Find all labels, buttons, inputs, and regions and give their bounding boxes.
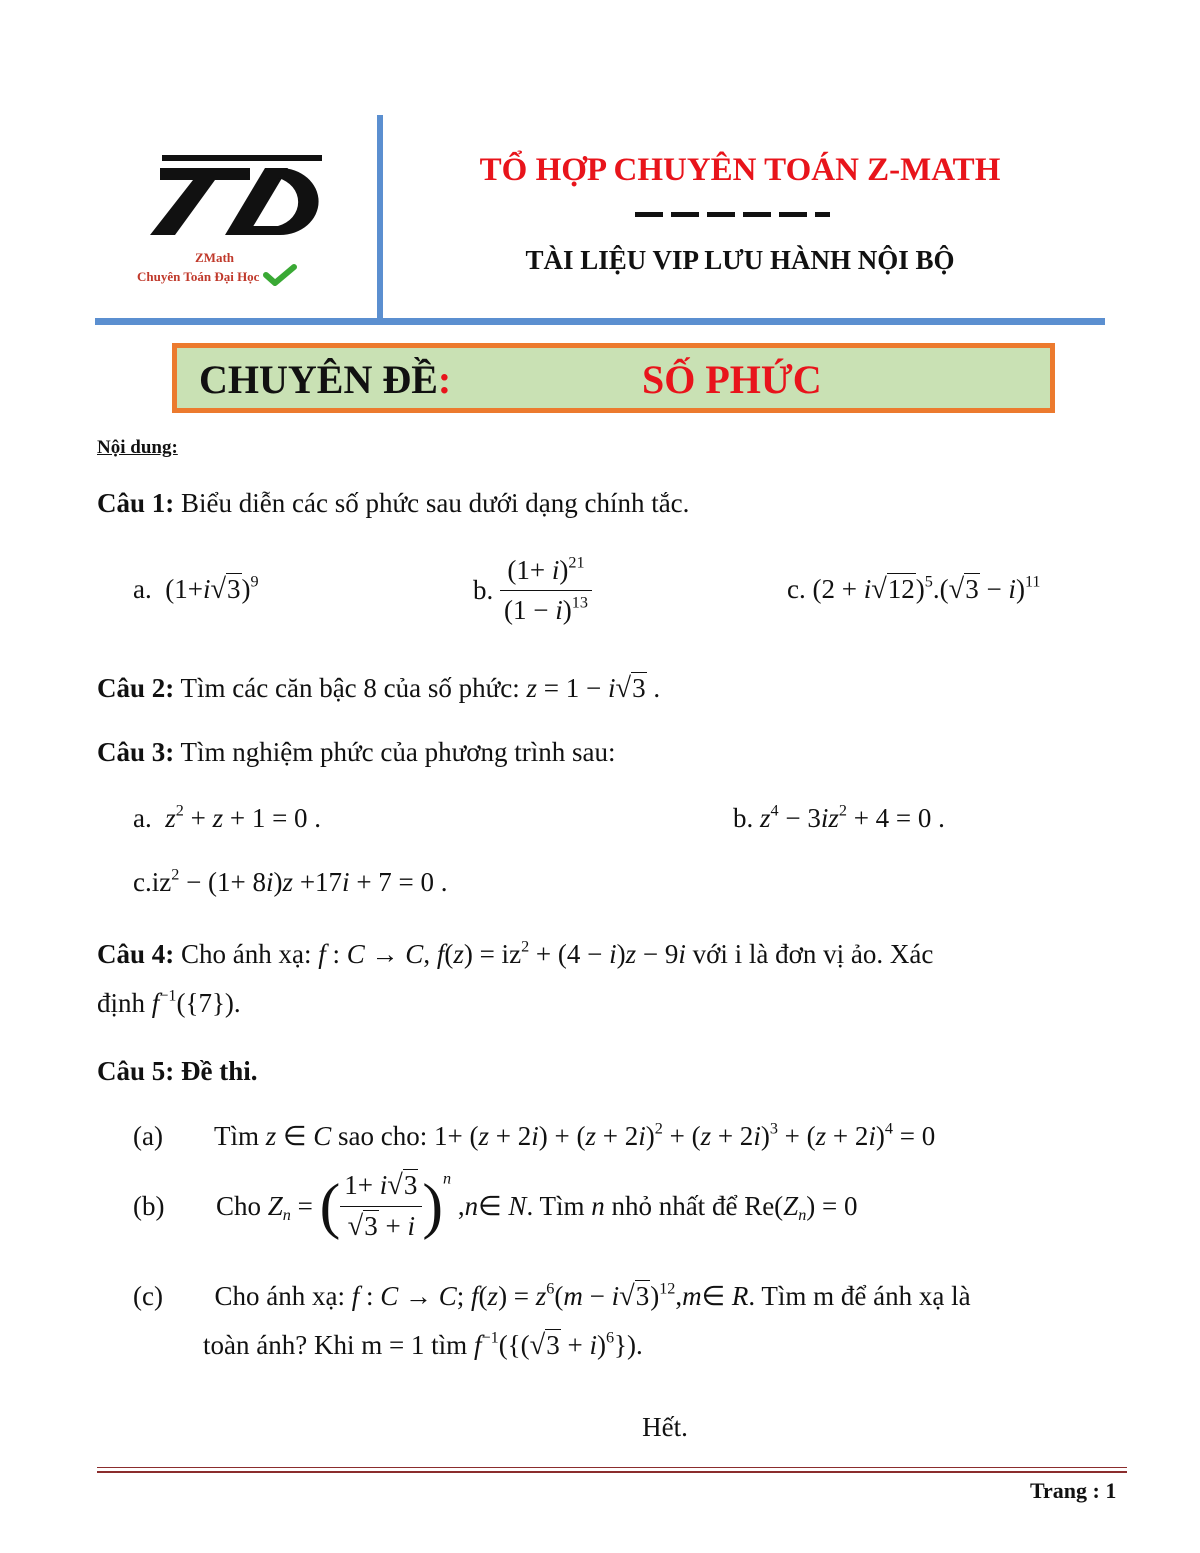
math-expression: $Z_n$ = xyxy=(267,1191,320,1224)
document-subtitle: TÀI LIỆU VIP LƯU HÀNH NỘI BỘ xyxy=(525,245,955,275)
question-3a: a. $z^2 + z + 1 = 0$ . xyxy=(133,801,322,833)
topic-label: CHUYÊN ĐỀ: xyxy=(199,357,452,402)
title-dash-divider xyxy=(635,212,830,217)
question-1: Câu 1: Biểu diễn các số phức sau dưới dạng chính tắc. xyxy=(97,488,690,518)
question-5a: (a) Tìm z ∈ C sao cho: $1+ (z + 2i) + (z + 2i)^2 + (z + 2i)^3 + (z + 2i)^4 = 0$ xyxy=(133,1119,936,1151)
question-3c: $c.iz^2 - (1+ 8i)z +17i + 7 = 0$ . xyxy=(133,865,448,897)
org-title: TỔ HỢP CHUYÊN TOÁN Z-MATH xyxy=(479,152,1001,188)
question-5c: (c) Cho ánh xạ: f : C → C; $f(z) = z^6(m$ − $i√3)^{12},m\in$ R. Tìm m để ánh xạ là xyxy=(133,1279,971,1312)
question-5c-line2: toàn ánh? Khi m = 1 tìm $f^{-1}(\{(√3 + i)^6\})$. xyxy=(203,1328,643,1361)
footer-rule-thick xyxy=(97,1471,1127,1473)
ending-text: Hết. xyxy=(642,1412,688,1442)
math-expression: $Re(Z_n) = 0$ xyxy=(744,1191,858,1224)
math-variable: n xyxy=(591,1191,605,1221)
math-expression: $z^2 + z + 1 = 0$ . xyxy=(165,801,322,833)
math-expression: f : C → C; $f(z) = z^6(m$ − $i√3)^{12},m\in$ R xyxy=(351,1279,749,1312)
footer-rule xyxy=(97,1467,1127,1468)
header-vertical-rule xyxy=(377,115,383,320)
question-3: Câu 3: Tìm nghiệm phức của phương trình sau: xyxy=(97,737,616,767)
zd-logo-mark xyxy=(130,140,330,245)
math-fraction: $\frac{(1+ i)^{21}}{(1 - i)^{13}}$ xyxy=(500,555,592,626)
header-horizontal-rule xyxy=(95,318,1105,325)
math-expression: z = 1 − i√3 . xyxy=(526,673,661,704)
math-expression: $1+ (z + 2i) + (z + 2i)^2 + (z + 2i)^3 + (z + 2i)^4 = 0$ xyxy=(434,1119,936,1151)
checkmark-icon xyxy=(263,264,297,286)
math-expression: ,n∈ N xyxy=(457,1191,527,1221)
question-5b: (b) Cho $Z_n$ = ( $\frac{1+ i√3}{√3 + i}$ )$^n$ ,n∈ N. Tìm n nhỏ nhất để $Re(Z_n) = 0$ xyxy=(133,1169,858,1242)
question-1b: b. $\frac{(1+ i)^{21}}{(1 - i)^{13}}$ xyxy=(473,555,592,626)
question-1c: c. $(2 + i√12)^5.(√3 - i)^{11}$ xyxy=(787,572,1041,605)
question-4-line2: định $f^{-1}(\{7\})$. xyxy=(97,986,241,1018)
logo xyxy=(130,140,360,300)
question-5: Câu 5: Đề thi. xyxy=(97,1056,258,1086)
content-heading: Nội dung: xyxy=(97,437,178,458)
math-expression: $(2 + i√12)^5.(√3 - i)^{11}$ xyxy=(812,572,1041,605)
logo-text-zmath: ZMath xyxy=(195,250,234,265)
math-expression: $(1+i√3)^9$ xyxy=(165,572,259,605)
topic-banner xyxy=(172,343,1055,413)
math-fraction: $\frac{1+ i√3}{√3 + i}$ xyxy=(340,1170,422,1243)
math-expression: f : C → C, $f(z) = iz^2 + (4 - i)z - 9i$ xyxy=(318,937,686,969)
question-2: Câu 2: Tìm các căn bậc 8 của số phức: z = 1 − i√3 . xyxy=(97,673,661,704)
question-1a: a. $(1+i√3)^9$ xyxy=(133,572,259,605)
math-expression: z ∈ C xyxy=(265,1121,332,1151)
math-expression: $^2$ − (1+ 8i)z +17i + 7 = 0 . xyxy=(171,865,448,897)
question-3b: b. $z^4 - 3iz^2 + 4 = 0$ . xyxy=(733,801,945,833)
math-expression: $z^4 - 3iz^2 + 4 = 0$ . xyxy=(760,801,945,833)
math-expression: $f^{-1}(\{(√3 + i)^6\})$. xyxy=(473,1328,643,1361)
logo-text-tagline: Chuyên Toán Đại Học xyxy=(137,264,297,286)
math-expression: $f^{-1}(\{7\})$. xyxy=(151,986,241,1018)
page-number: Trang : 1 xyxy=(1030,1478,1117,1503)
topic-value: SỐ PHỨC xyxy=(642,357,822,402)
question-4: Câu 4: Cho ánh xạ: f : C → C, $f(z) = iz^2 + (4 - i)z - 9i$ với i là đơn vị ảo. Xác xyxy=(97,937,934,969)
